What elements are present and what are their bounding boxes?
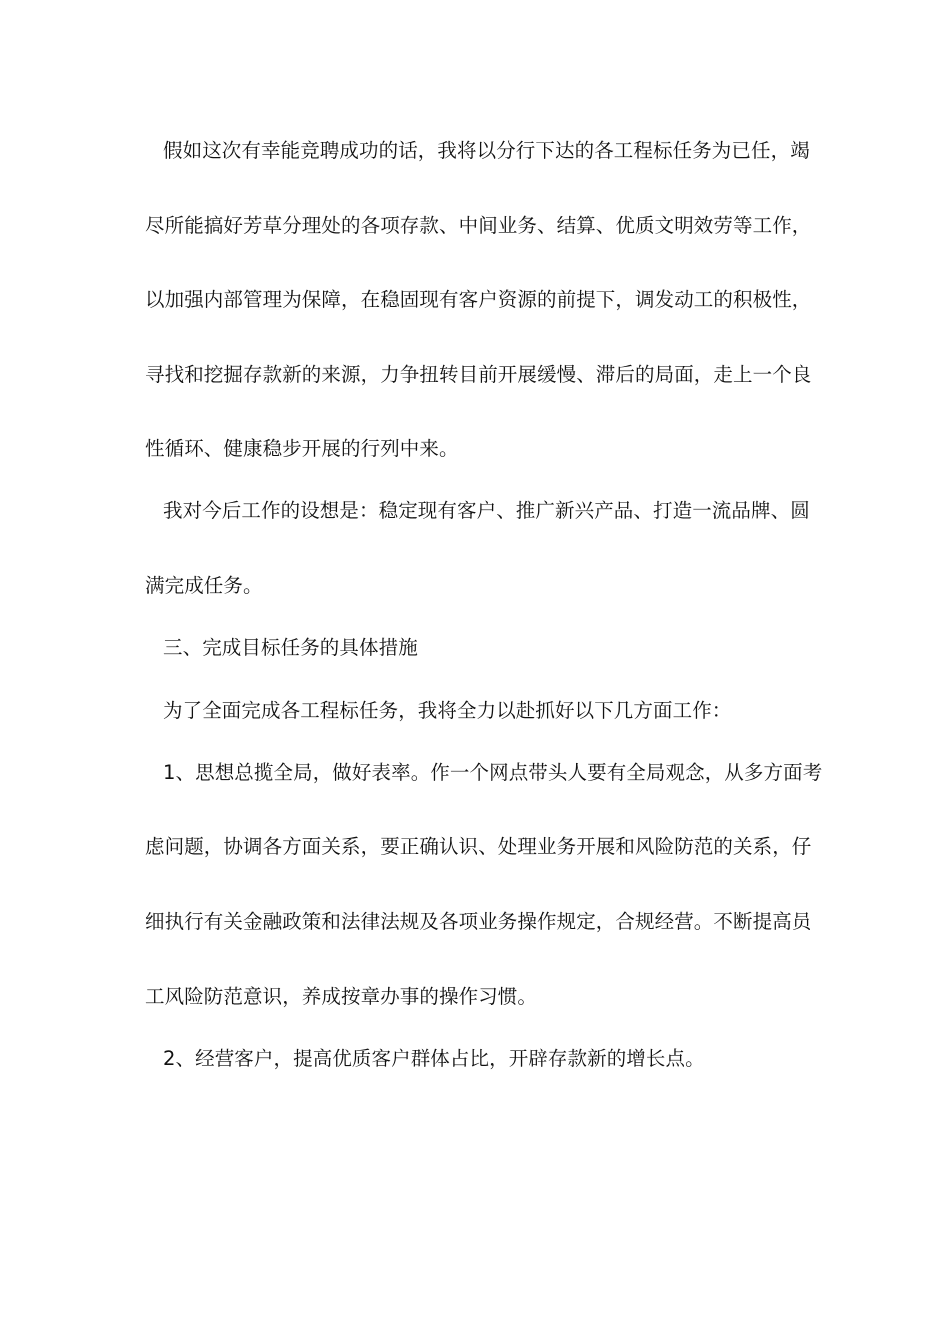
paragraph-1-line-2: 尽所能搞好芳草分理处的各项存款、中间业务、结算、优质文明效劳等工作， [145, 214, 812, 237]
paragraph-1-line-5: 性循环、健康稳步开展的行列中来。 [145, 437, 459, 460]
paragraph-1-line-1: 假如这次有幸能竞聘成功的话，我将以分行下达的各工程标任务为已任，竭 [163, 139, 810, 162]
paragraph-2-line-1: 我对今后工作的设想是：稳定现有客户、推广新兴产品、打造一流品牌、圆 [163, 499, 810, 522]
paragraph-4-line-4: 工风险防范意识，养成按章办事的操作习惯。 [145, 985, 538, 1008]
paragraph-4-line-1: 1、思想总揽全局，做好表率。作一个网点带头人要有全局观念，从多方面考 [163, 761, 823, 784]
paragraph-1-line-4: 寻找和挖掘存款新的来源，力争扭转目前开展缓慢、滞后的局面，走上一个良 [145, 363, 812, 386]
section-heading: 三、完成目标任务的具体措施 [163, 636, 418, 659]
paragraph-4-line-2: 虑问题，协调各方面关系，要正确认识、处理业务开展和风险防范的关系，仔 [145, 835, 812, 858]
paragraph-1-line-3: 以加强内部管理为保障，在稳固现有客户资源的前提下，调发动工的积极性， [145, 288, 812, 311]
paragraph-3-line-1: 为了全面完成各工程标任务，我将全力以赴抓好以下几方面工作： [163, 699, 732, 722]
paragraph-4-line-3: 细执行有关金融政策和法律法规及各项业务操作规定，合规经营。不断提高员 [145, 910, 812, 933]
paragraph-5-line-1: 2、经营客户，提高优质客户群体占比，开辟存款新的增长点。 [163, 1047, 705, 1070]
paragraph-2-line-2: 满完成任务。 [145, 574, 263, 597]
